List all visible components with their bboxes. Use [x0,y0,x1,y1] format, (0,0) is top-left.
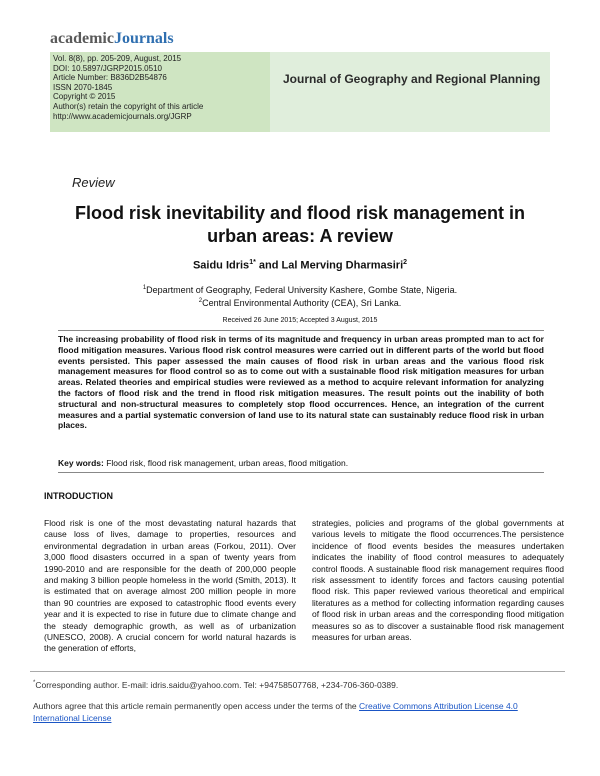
license-link[interactable]: Creative Commons Attribution License 4.0 International License [33,701,518,723]
body-column-left: Flood risk is one of the most devastating natural hazards that cause loss of lives, damage to properties, resources and environmental degradation in urban areas (Forkou, 2011). Over 3,000 flood disasters occurred in a span of twenty years from 1990-2010 and are responsible for the death of 200,000 people and making 3 billion people homeless in the world (Smith, 2013). It is estimated that on average almost 200 million people in more than 90 countries are exposed to catastrophic flood events every year and it is expected to rise in future due to climate change and the steady demographic growth, as well as of urbanization (UNESCO, 2008). A crucial concern for world natural hazards is the generation of efforts, [44,518,296,654]
meta-volume: Vol. 8(8), pp. 205-209, August, 2015 [53,54,182,63]
footnote-rule [30,671,565,672]
title-line-1: Flood risk inevitability and flood risk management in [74,203,526,223]
abstract-top-rule [58,330,544,331]
body-column-right: strategies, policies and programs of the global governments at various levels to mitigate the flood occurrences.The persistence incidence of flood events besides the measures undertaken indicates the inability of flood control measures to adequately control floods. A sustainable flood risk management requires flood risk assessment to identify forces and factors causing potential flood risk. This paper reviewed various theoretical and empirical literatures as a method for collecting information regarding causes of flood risk in urban areas and the corresponding flood mitigation measures so as to discover a sustainable flood risk management measures for urban areas. [312,518,564,643]
affiliation-2: $^2$Central Environmental Authority (CEA), Sri Lanka. [198,298,402,308]
keywords-text: Flood risk, flood risk management, urban areas, flood mitigation. [103,458,349,468]
author-2: Lal Merving Dharmasiri [281,259,404,272]
affiliations [50,283,550,309]
author-list: Saidu Idris$^{1*}$ and Lal Merving Dharmasiri$^2$ [192,259,408,272]
meta-rights: Author(s) retain the copyright of this article [53,101,204,111]
meta-article-number: Article Number: B836D2B54876 [53,73,167,83]
meta-url[interactable]: http://www.academicjournals.org/JGRP [53,111,192,121]
abstract: The increasing probability of flood risk in terms of its magnitude and frequency in urban areas prompted man to act for flood mitigation measures. Various flood risk control measures were carried out in different parts of the world but flood events persisted. This paper assessed the main causes of flood risk in urban areas and the various flood risk management measures for flood control so as to come out with a sustainable flood risk mitigation measures for urban areas. Related theories and empirical studies were reviewed as a method to acquire relevant information for analyzing the factors of flood risk and the trend in flood risk mitigation measures. The result points out the inability of both structural and non-structural measures to completely stop flood occurrences. Hence, an integration of the current measures and a partial systematic conversion of land use to its natural state can sustainably reduce flood risk in urban places. [58,334,544,431]
author-1: Saidu Idris [192,259,250,272]
license-notice: Authors agree that this article remain permanently open access under the terms of the Creative Commons Attribution License 4.0 International License [33,701,518,723]
meta-copyright: Copyright © 2015 [53,92,116,102]
introduction-heading: INTRODUCTION [44,491,113,501]
keywords-label: Key words: [58,458,104,468]
received-dates: Received 26 June 2015; Accepted 3 August, 2015 [222,317,378,324]
corresponding-author: *Corresponding author. E-mail: idris.saidu@yahoo.com. Tel: +94758507768, +234-706-360-0389. [33,680,399,690]
meta-issn: ISSN 2070-1845 [53,82,113,92]
article-title [50,202,550,248]
section-label: Review [72,175,115,190]
info-box-right [270,52,550,132]
title-line-2: urban areas: A review [207,226,393,246]
meta-doi: DOI: 10.5897/JGRP2015.0510 [53,63,162,73]
article-meta [53,54,203,121]
affiliation-1: $^1$Department of Geography, Federal University Kashere, Gombe State, Nigeria. [142,285,458,295]
keywords [58,458,544,468]
publisher-logo: academicJournals [50,30,174,47]
journal-title: Journal of Geography and Regional Planning [283,72,541,86]
keywords-bottom-rule [58,472,544,473]
